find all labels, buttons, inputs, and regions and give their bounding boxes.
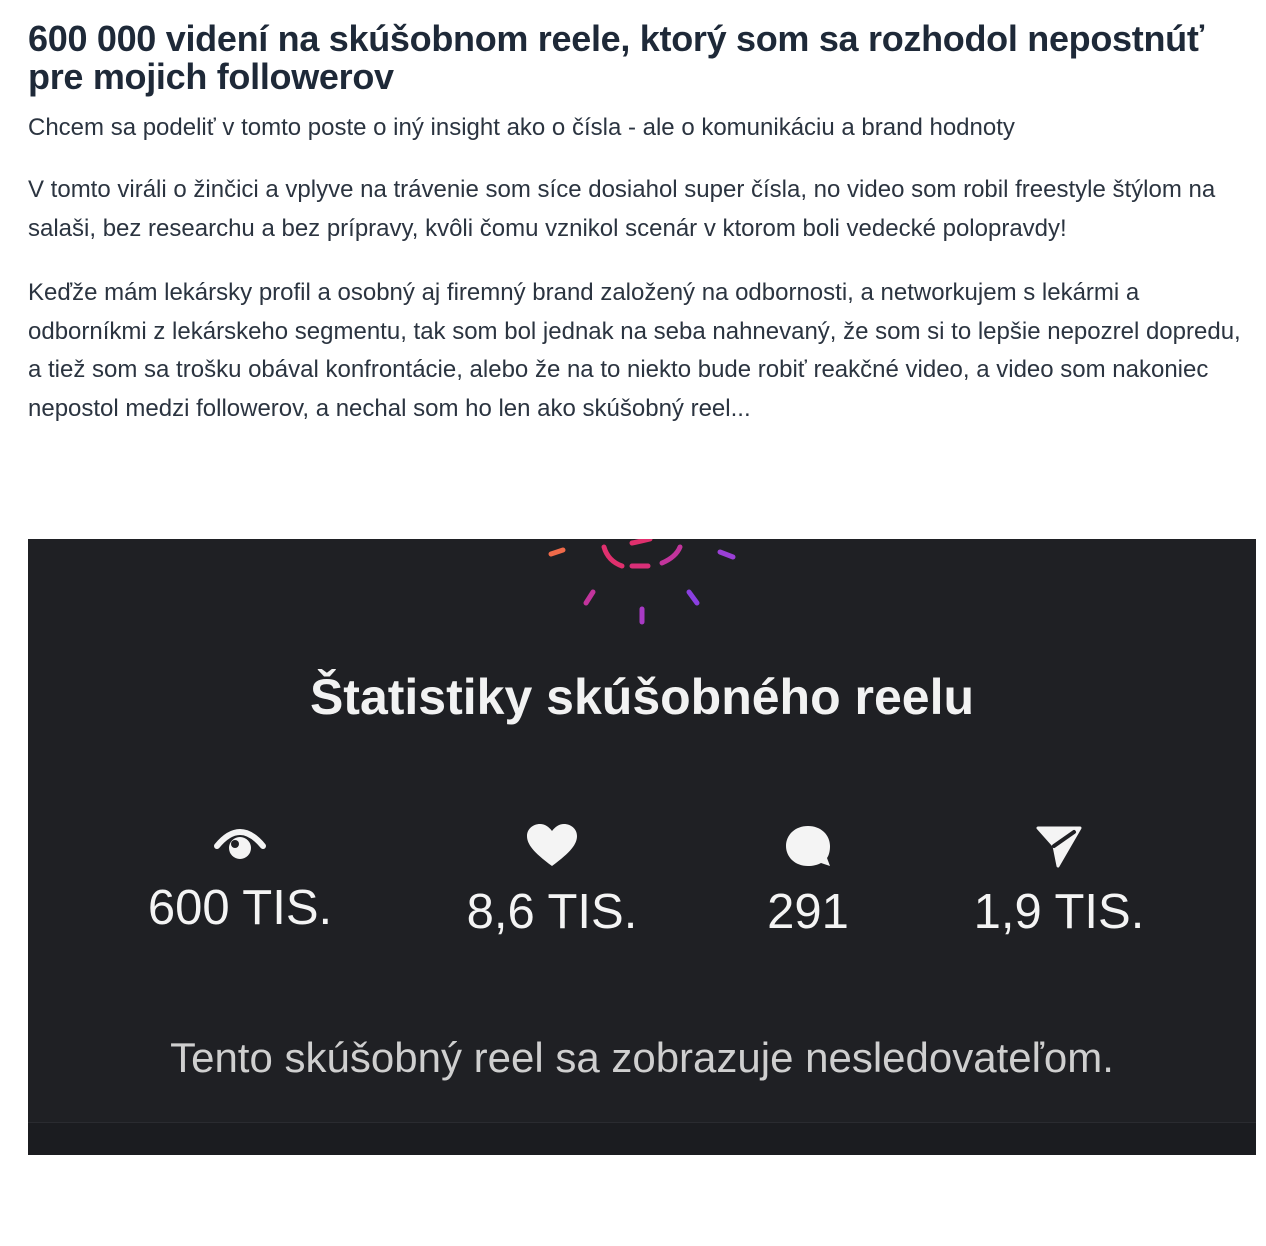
eye-icon <box>213 824 267 864</box>
stats-title: Štatistiky skúšobného reelu <box>309 669 975 725</box>
post-paragraph: Keďže mám lekársky profil a osobný aj firemný brand založený na odbornosti, a networkujem s lekármi a odborníkmi z lekárskeho segmentu, tak som bol jednak na seba nahnevaný, že som si to lepšie nepozrel dopredu, a tiež som sa trošku obával konfrontácie, alebo že na to niekto bude robiť reakčné video, a video som nakoniec nepostol medzi followerov, a nechal som ho len ako skúšobný reel... <box>28 279 1241 422</box>
metric-value: 8,6 TIS. <box>466 885 638 939</box>
metric-shares <box>939 824 1179 940</box>
metric-comments <box>688 824 928 940</box>
post <box>28 20 1256 428</box>
metric-value: 600 TIS. <box>147 881 333 935</box>
metric-views <box>120 824 360 936</box>
sparkle-burst-icon <box>28 539 1256 639</box>
metric-value: 291 <box>767 885 849 939</box>
comment-icon <box>783 824 833 868</box>
post-lead: Chcem sa podeliť v tomto poste o iný insight ako o čísla - ale o komunikáciu a brand hodnoty <box>28 114 1015 141</box>
heart-icon <box>525 824 579 868</box>
stats-note: Tento skúšobný reel sa zobrazuje nesledovateľom. <box>170 1034 1114 1081</box>
screenshot-bottom-strip <box>28 1122 1256 1155</box>
post-paragraph: V tomto viráli o žinčici a vplyve na trávenie som síce dosiahol super čísla, no video som robil freestyle štýlom na salaši, bez researchu a bez prípravy, kvôli čomu vznikol scenár v ktorom boli vedecké polopravdy! <box>28 176 1216 242</box>
metric-value: 1,9 TIS. <box>973 885 1145 939</box>
metric-likes <box>432 824 672 940</box>
post-title: 600 000 videní na skúšobnom reele, ktorý som sa rozhodol nepostnúť pre mojich followerov <box>28 18 1204 97</box>
reel-stats-screenshot <box>28 539 1256 1155</box>
share-icon <box>1034 824 1084 868</box>
